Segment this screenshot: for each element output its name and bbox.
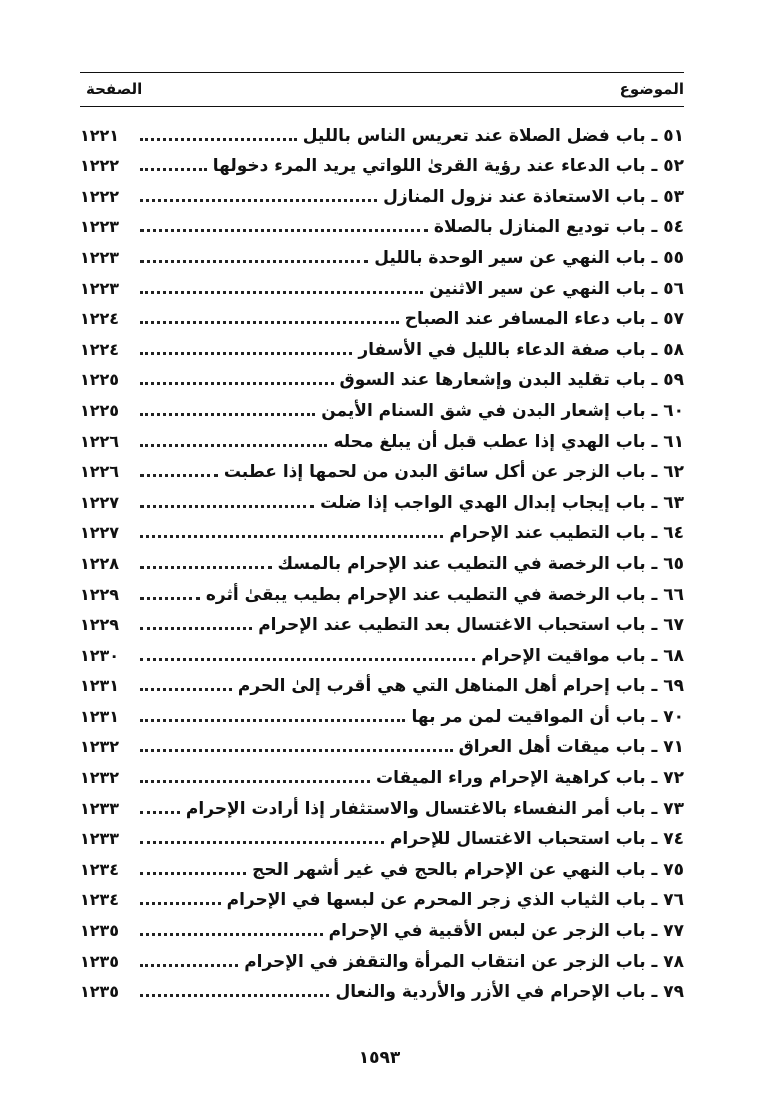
toc-entry-title: ٧٥ ـ باب النهي عن الإحرام بالحج في غير أشهر الحج bbox=[252, 859, 684, 880]
dot-leader bbox=[140, 382, 334, 385]
toc-entry-page: ١٢٣٤ bbox=[80, 890, 120, 910]
dot-leader bbox=[140, 749, 453, 752]
page-number: ١٥٩٣ bbox=[358, 1048, 401, 1068]
dot-leader bbox=[140, 138, 297, 141]
toc-entry-title: ٥٦ ـ باب النهي عن سير الاثنين bbox=[429, 278, 684, 299]
toc-entry-title: ٥٢ ـ باب الدعاء عند رؤية القرىٰ اللواتي يريد المرء دخولها bbox=[212, 156, 684, 177]
toc-entry-page: ١٢٢٥ bbox=[80, 370, 120, 390]
dot-leader bbox=[140, 199, 377, 202]
toc-entry-page: ١٢٣٥ bbox=[80, 982, 120, 1002]
toc-entry-title: ٥٧ ـ باب دعاء المسافر عند الصباح bbox=[404, 309, 684, 330]
toc-entry bbox=[80, 269, 684, 300]
dot-leader bbox=[140, 352, 352, 355]
toc-entry bbox=[80, 391, 684, 422]
toc-entry-page: ١٢٣٣ bbox=[80, 798, 120, 818]
toc-entry-page: ١٢٢٣ bbox=[80, 217, 120, 237]
toc-entry-page: ١٢٢٣ bbox=[80, 278, 120, 298]
toc-entry bbox=[80, 911, 684, 942]
toc-entry-page: ١٢٢٤ bbox=[80, 309, 120, 329]
dot-leader bbox=[140, 505, 314, 508]
toc-entry bbox=[80, 942, 684, 973]
toc-entry-title: ٧٠ ـ باب أن المواقيت لمن مر بها bbox=[411, 706, 684, 727]
toc-entry bbox=[80, 667, 684, 698]
toc-entry-page: ١٢٣٢ bbox=[80, 737, 120, 757]
page-column-label: الصفحة bbox=[86, 80, 143, 98]
toc-entry bbox=[80, 208, 684, 239]
toc-entry-title: ٧٢ ـ باب كراهية الإحرام وراء الميقات bbox=[376, 768, 684, 789]
toc-entry-page: ١٢٢٣ bbox=[80, 247, 120, 267]
dot-leader bbox=[140, 841, 384, 844]
dot-leader bbox=[140, 597, 200, 600]
dot-leader bbox=[140, 811, 180, 814]
toc-entry bbox=[80, 453, 684, 484]
toc-entry-title: ٥٨ ـ باب صفة الدعاء بالليل في الأسفار bbox=[358, 339, 684, 360]
dot-leader bbox=[140, 780, 370, 783]
toc-entry-page: ١٢٣٢ bbox=[80, 768, 120, 788]
toc-entry-title: ٦٤ ـ باب التطيب عند الإحرام bbox=[449, 523, 684, 544]
toc-entry bbox=[80, 758, 684, 789]
dot-leader bbox=[140, 291, 423, 294]
toc-entry-page: ١٢٣٥ bbox=[80, 951, 120, 971]
toc-entry-title: ٥١ ـ باب فضل الصلاة عند تعريس الناس بالليل bbox=[302, 125, 684, 146]
toc-entry-page: ١٢٣٣ bbox=[80, 829, 120, 849]
toc-entry-title: ٧١ ـ باب ميقات أهل العراق bbox=[458, 737, 684, 758]
toc-entry-title: ٥٣ ـ باب الاستعاذة عند نزول المنازل bbox=[383, 186, 684, 207]
toc-entry-page: ١٢٢٨ bbox=[80, 553, 120, 573]
table-of-contents bbox=[80, 116, 684, 1003]
dot-leader bbox=[140, 168, 207, 171]
toc-entry-title: ٦٨ ـ باب مواقيت الإحرام bbox=[481, 645, 684, 666]
toc-entry-page: ١٢٢٦ bbox=[80, 431, 120, 451]
toc-entry-title: ٥٩ ـ باب تقليد البدن وإشعارها عند السوق bbox=[339, 370, 684, 391]
dot-leader bbox=[140, 719, 405, 722]
toc-entry-page: ١٢٢٤ bbox=[80, 339, 120, 359]
toc-entry-title: ٦٥ ـ باب الرخصة في التطيب عند الإحرام بالمسك bbox=[277, 553, 684, 574]
toc-entry-title: ٦٢ ـ باب الزجر عن أكل سائق البدن من لحمها إذا عطبت bbox=[223, 462, 684, 483]
toc-entry-page: ١٢٢٩ bbox=[80, 584, 120, 604]
toc-entry-title: ٦١ ـ باب الهدي إذا عطب قبل أن يبلغ محله bbox=[333, 431, 684, 452]
dot-leader bbox=[140, 872, 246, 875]
toc-entry bbox=[80, 820, 684, 851]
toc-entry bbox=[80, 300, 684, 331]
toc-entry-title: ٥٤ ـ باب توديع المنازل بالصلاة bbox=[433, 217, 684, 238]
toc-entry bbox=[80, 361, 684, 392]
header-rule bbox=[80, 106, 684, 107]
toc-entry bbox=[80, 544, 684, 575]
dot-leader bbox=[140, 627, 252, 630]
topic-column-label: الموضوع bbox=[619, 80, 684, 98]
dot-leader bbox=[140, 566, 272, 569]
toc-entry-page: ١٢٣٠ bbox=[80, 645, 120, 665]
dot-leader bbox=[140, 535, 443, 538]
toc-entry-page: ١٢٢٧ bbox=[80, 523, 120, 543]
dot-leader bbox=[140, 994, 329, 997]
toc-entry bbox=[80, 514, 684, 545]
toc-entry-title: ٧٤ ـ باب استحباب الاغتسال للإحرام bbox=[389, 829, 684, 850]
toc-entry-page: ١٢٢٧ bbox=[80, 492, 120, 512]
toc-entry-page: ١٢٢١ bbox=[80, 125, 120, 145]
toc-entry-page: ١٢٣٥ bbox=[80, 921, 120, 941]
toc-entry bbox=[80, 881, 684, 912]
toc-entry bbox=[80, 483, 684, 514]
toc-entry-title: ٥٥ ـ باب النهي عن سير الوحدة بالليل bbox=[374, 247, 684, 268]
toc-entry-page: ١٢٢٩ bbox=[80, 615, 120, 635]
toc-entry-title: ٧٣ ـ باب أمر النفساء بالاغتسال والاستثفار إذا أرادت الإحرام bbox=[185, 798, 684, 819]
toc-entry-title: ٧٧ ـ باب الزجر عن لبس الأقبية في الإحرام bbox=[328, 921, 684, 942]
toc-entry bbox=[80, 330, 684, 361]
toc-entry bbox=[80, 575, 684, 606]
toc-entry-title: ٦٩ ـ باب إحرام أهل المناهل التي هي أقرب إلىٰ الحرم bbox=[237, 676, 684, 697]
toc-entry-title: ٦٧ ـ باب استحباب الاغتسال بعد التطيب عند الإحرام bbox=[258, 615, 684, 636]
toc-entry bbox=[80, 973, 684, 1004]
toc-entry bbox=[80, 147, 684, 178]
toc-entry-title: ٧٦ ـ باب الثياب الذي زجر المحرم عن لبسها في الإحرام bbox=[226, 890, 684, 911]
toc-entry-page: ١٢٢٢ bbox=[80, 156, 120, 176]
toc-entry-title: ٧٩ ـ باب الإحرام في الأزر والأردية والنعال bbox=[335, 982, 684, 1003]
toc-entry-page: ١٢٣١ bbox=[80, 706, 120, 726]
dot-leader bbox=[140, 444, 327, 447]
toc-entry bbox=[80, 728, 684, 759]
dot-leader bbox=[140, 474, 218, 477]
toc-entry-title: ٦٠ ـ باب إشعار البدن في شق السنام الأيمن bbox=[321, 400, 684, 421]
toc-entry bbox=[80, 697, 684, 728]
dot-leader bbox=[140, 229, 428, 232]
top-rule bbox=[80, 72, 684, 73]
toc-entry-page: ١٢٢٥ bbox=[80, 400, 120, 420]
toc-entry-page: ١٢٢٦ bbox=[80, 462, 120, 482]
toc-entry-page: ١٢٣٤ bbox=[80, 859, 120, 879]
dot-leader bbox=[140, 902, 221, 905]
toc-entry-title: ٦٦ ـ باب الرخصة في التطيب عند الإحرام بطيب يبقىٰ أثره bbox=[205, 584, 684, 605]
toc-entry-title: ٧٨ ـ باب الزجر عن انتقاب المرأة والتقفز في الإحرام bbox=[244, 951, 684, 972]
dot-leader bbox=[140, 933, 323, 936]
dot-leader bbox=[140, 688, 232, 691]
toc-entry-page: ١٢٣١ bbox=[80, 676, 120, 696]
toc-header bbox=[80, 76, 684, 104]
toc-entry bbox=[80, 606, 684, 637]
dot-leader bbox=[140, 964, 238, 967]
toc-entry bbox=[80, 636, 684, 667]
toc-entry bbox=[80, 116, 684, 147]
dot-leader bbox=[140, 321, 399, 324]
dot-leader bbox=[140, 413, 315, 416]
toc-entry-page: ١٢٢٢ bbox=[80, 186, 120, 206]
toc-entry bbox=[80, 238, 684, 269]
toc-entry bbox=[80, 422, 684, 453]
dot-leader bbox=[140, 260, 368, 263]
toc-entry bbox=[80, 177, 684, 208]
toc-entry bbox=[80, 850, 684, 881]
toc-entry-title: ٦٣ ـ باب إيجاب إبدال الهدي الواجب إذا ضلت bbox=[320, 492, 684, 513]
toc-entry bbox=[80, 789, 684, 820]
dot-leader bbox=[140, 658, 475, 661]
